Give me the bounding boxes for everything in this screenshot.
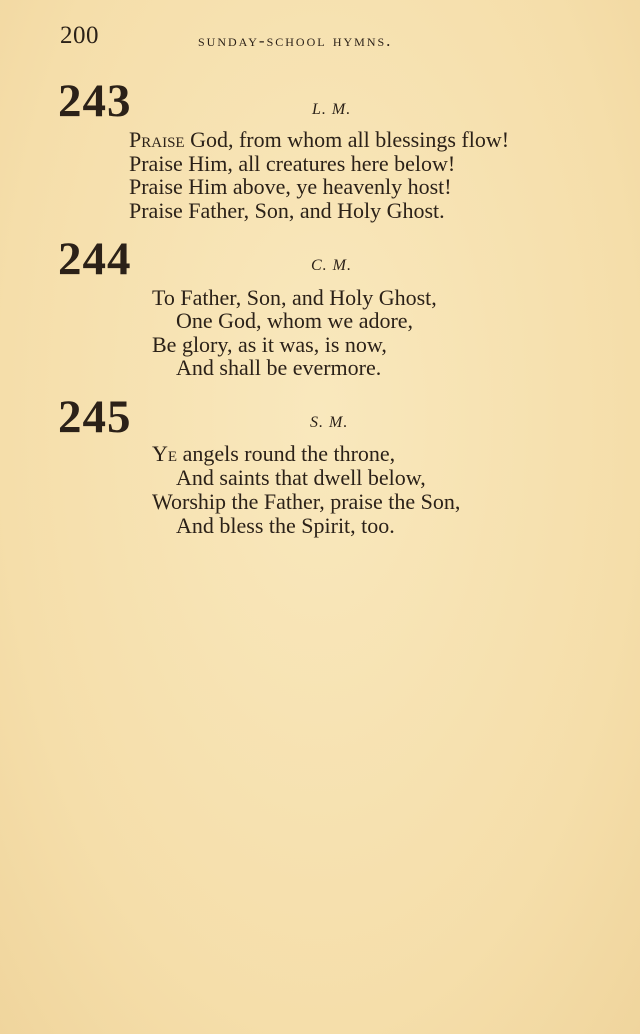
verse-line: Praise Him, all creatures here below!	[129, 151, 456, 176]
verse-line: Praise Father, Son, and Holy Ghost.	[129, 198, 445, 223]
hymn-number: 243	[58, 75, 132, 127]
page-number: 200	[60, 22, 99, 49]
verse-lead-word: Ye	[152, 441, 178, 466]
verse-line: Worship the Father, praise the Son,	[152, 489, 461, 514]
verse-line: And shall be evermore.	[176, 355, 382, 380]
verse-line	[129, 129, 509, 151]
verse-text: God, from whom all blessings flow!	[184, 127, 510, 152]
verse-line: And saints that dwell below,	[176, 465, 426, 490]
hymn-meter: C. M.	[311, 257, 352, 274]
hymn-meter: L. M.	[312, 101, 352, 118]
verse-line	[152, 443, 395, 465]
hymn-number: 244	[58, 233, 132, 285]
verse-line: Praise Him above, ye heavenly host!	[129, 174, 452, 199]
verse-text: angels round the throne,	[177, 441, 396, 466]
verse-line: To Father, Son, and Holy Ghost,	[152, 285, 437, 310]
running-title: sunday-school hymns.	[198, 31, 393, 50]
hymn-number: 245	[58, 391, 132, 443]
hymn-meter: S. M.	[310, 414, 349, 431]
verse-lead-word: Praise	[129, 127, 185, 152]
verse-line: One God, whom we adore,	[176, 308, 414, 333]
verse-line: And bless the Spirit, too.	[176, 513, 395, 538]
verse-line: Be glory, as it was, is now,	[152, 332, 387, 357]
